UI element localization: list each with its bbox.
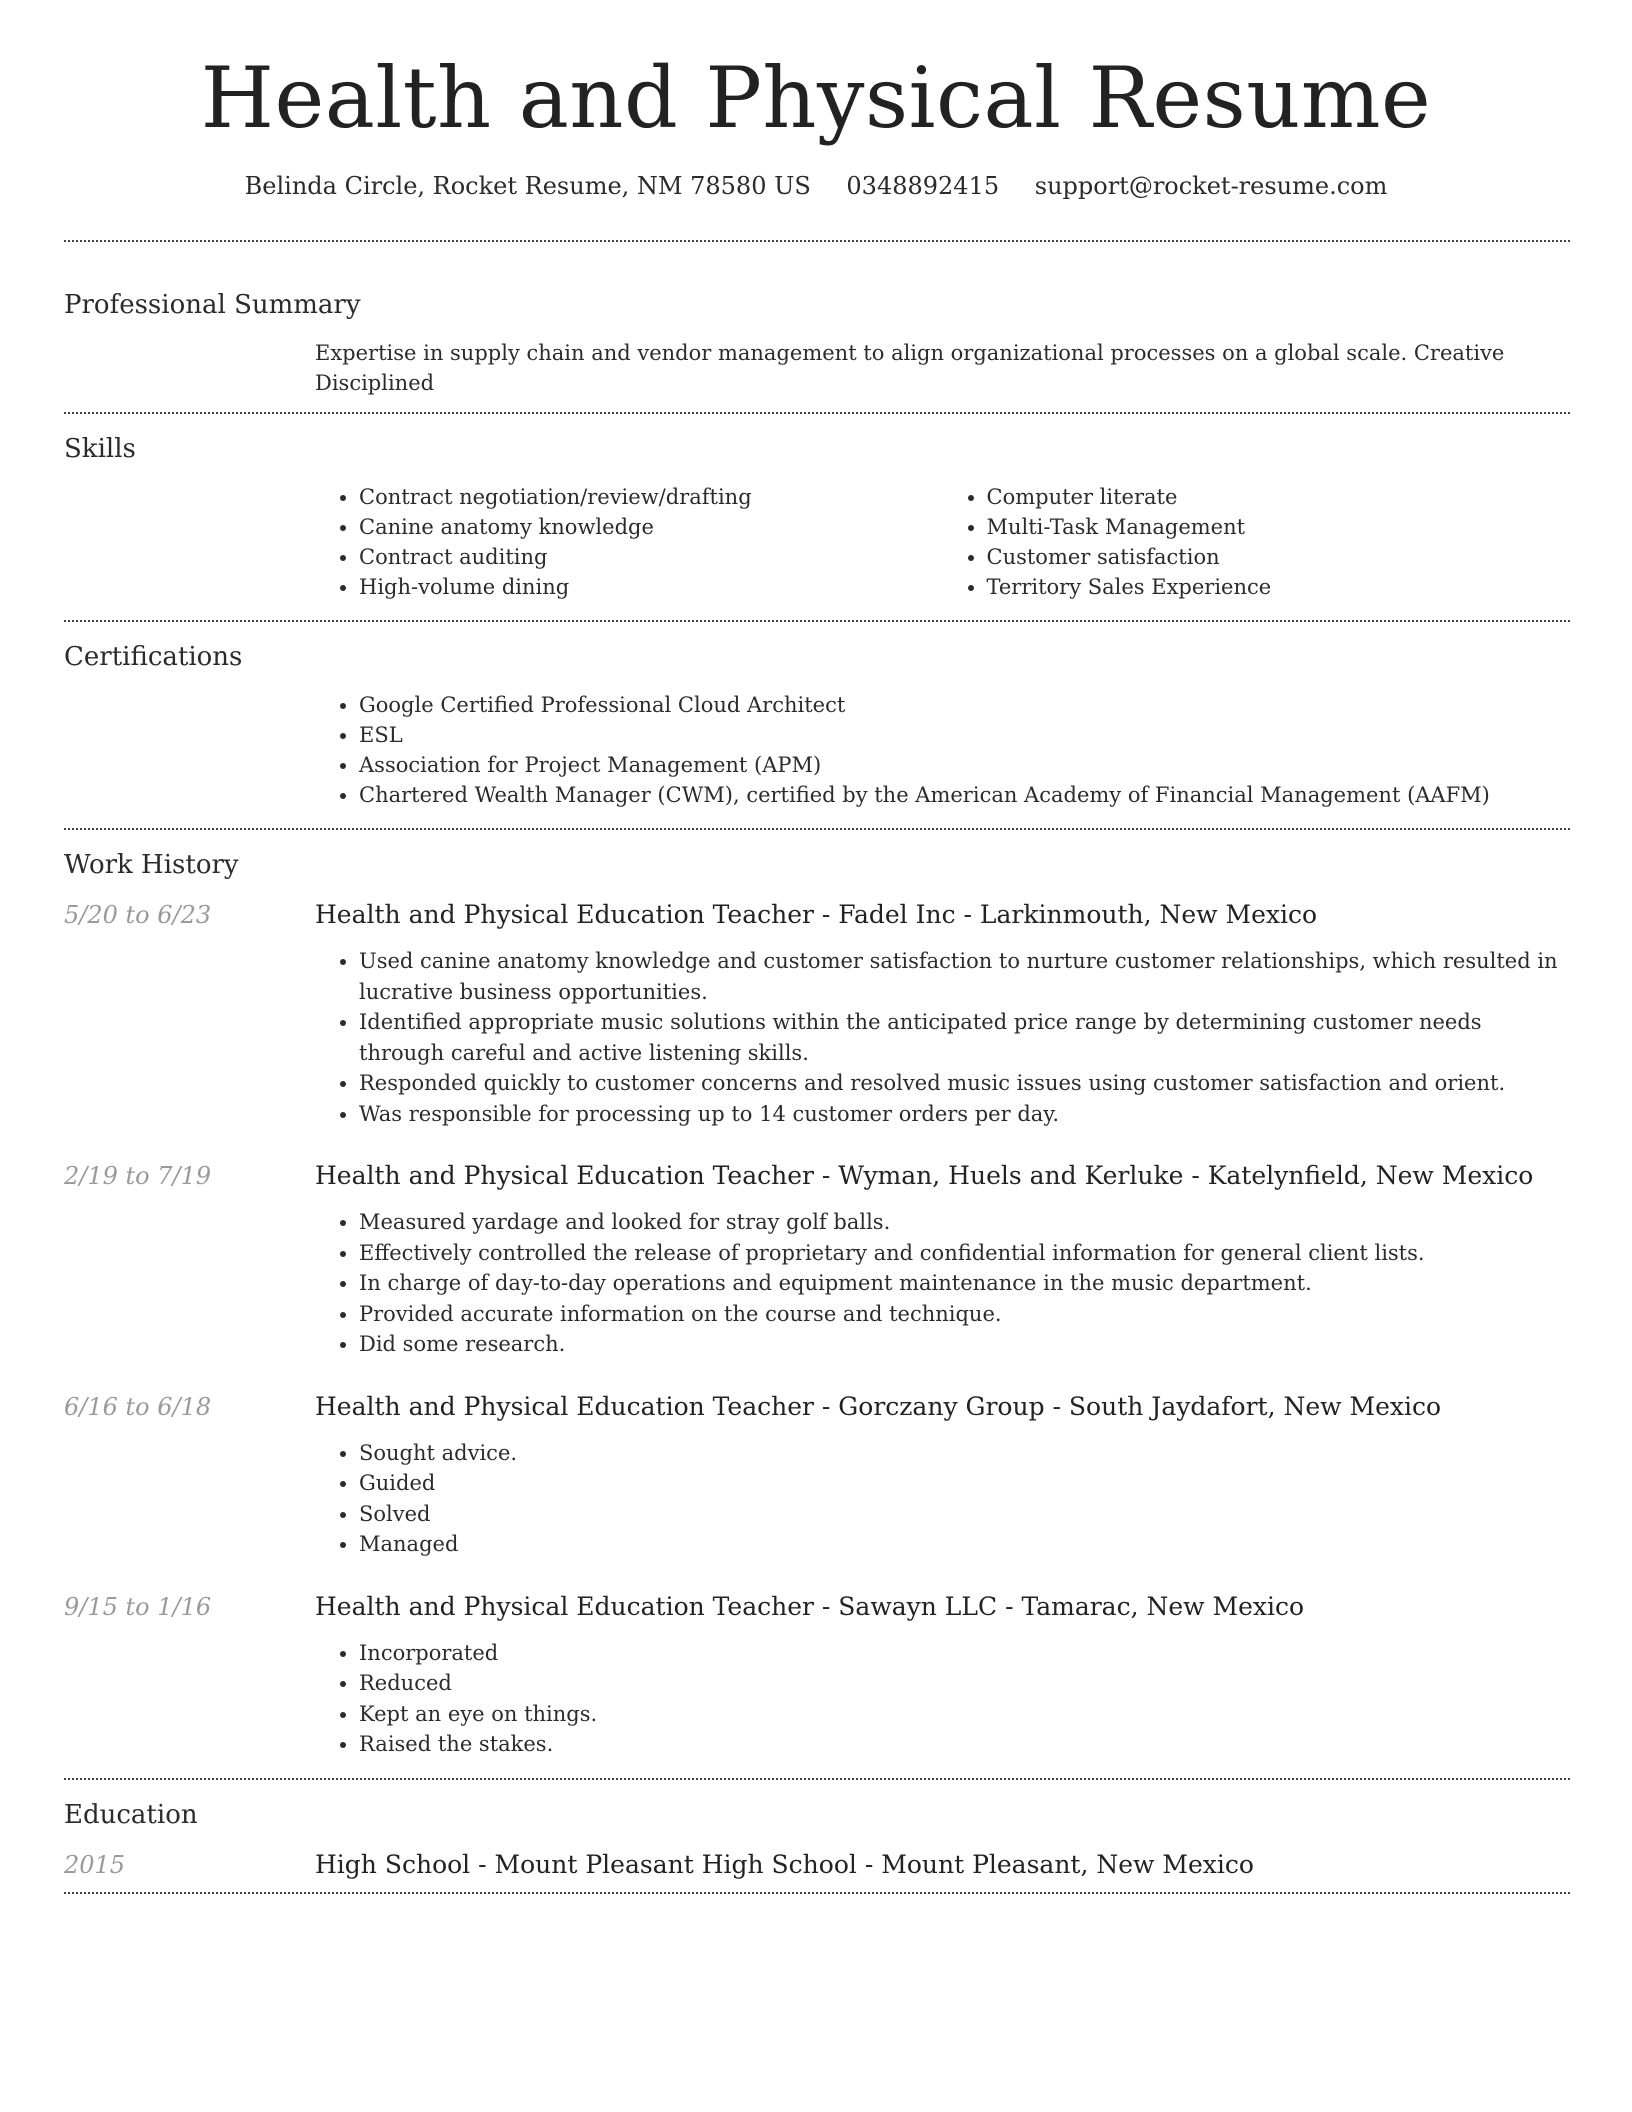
section-divider [64,1892,1570,1894]
page-title: Health and Physical Resume [200,49,1432,147]
summary-section [64,242,1570,412]
work-bullet: • Was responsible for processing up to 14 customer orders per day. [359,1099,1570,1130]
work-entry [64,1590,1570,1760]
work-bullet: • Sought advice. [359,1438,1570,1469]
work-bullet: • In charge of day-to-day operations and equipment maintenance in the music department. [359,1268,1570,1299]
education-detail [315,1848,1570,1882]
resume-content [64,240,1570,1894]
contact-line [0,172,1632,200]
section-title-summary: Professional Summary [64,290,361,320]
certifications-section [64,622,1570,828]
work-detail [315,1590,1570,1760]
work-bullet: • Provided accurate information on the course and technique. [359,1299,1570,1330]
work-bullet: • Kept an eye on things. [359,1699,1570,1730]
work-history-section [64,830,1570,1760]
work-entry [64,1159,1570,1360]
work-role: Health and Physical Education Teacher - Wyman, Huels and Kerluke - Katelynfield, New Mexico [315,1161,1534,1190]
education-section [64,1780,1570,1892]
work-bullet: • Raised the stakes. [359,1729,1570,1760]
certifications-body [315,690,1570,810]
section-title-education: Education [64,1799,198,1830]
work-bullets [315,1438,1570,1560]
skill-item: • Customer satisfaction [987,542,1571,572]
work-bullet: • Did some research. [359,1329,1570,1360]
certification-item: • Google Certified Professional Cloud Architect [359,690,1570,720]
skill-item: • Contract negotiation/review/drafting [359,482,943,512]
skills-section [64,414,1570,620]
work-bullet: • Solved [359,1499,1570,1530]
work-bullets [315,1207,1570,1360]
certifications-list [315,690,1570,810]
work-detail [315,1390,1570,1560]
work-entry [64,898,1570,1129]
work-detail [315,898,1570,1129]
contact-phone: 0348892415 [846,172,1000,201]
work-date: 6/16 to 6/18 [64,1392,212,1421]
work-entry [64,1390,1570,1560]
skill-item: • High-volume dining [359,572,943,602]
work-bullet: • Responded quickly to customer concerns and resolved music issues using customer satisfaction and orient. [359,1068,1570,1099]
resume-header [0,0,1632,200]
summary-text: Expertise in supply chain and vendor management to align organizational processes on a global scale. Creative Disciplined [315,341,1505,395]
section-title-certifications: Certifications [64,642,243,672]
education-entry [64,1848,1570,1882]
skill-item: • Territory Sales Experience [987,572,1571,602]
skill-item: • Contract auditing [359,542,943,572]
work-role: Health and Physical Education Teacher - Gorczany Group - South Jaydafort, New Mexico [315,1391,1442,1421]
education-date: 2015 [64,1850,126,1879]
work-bullet: • Guided [359,1468,1570,1499]
work-bullet: • Effectively controlled the release of proprietary and confidential information for general client lists. [359,1238,1570,1269]
contact-email: support@rocket-resume.com [1034,172,1388,201]
work-role: Health and Physical Education Teacher - Sawayn LLC - Tamarac, New Mexico [315,1591,1305,1621]
skill-item: • Canine anatomy knowledge [359,512,943,542]
certification-item: • Association for Project Management (APM) [359,750,1570,780]
work-date: 9/15 to 1/16 [64,1592,212,1621]
work-bullets [315,1638,1570,1760]
work-date: 2/19 to 7/19 [64,1162,212,1190]
work-date: 5/20 to 6/23 [64,901,212,929]
skills-list-right [943,482,1571,602]
certification-item: • ESL [359,720,1570,750]
education-school: High School - Mount Pleasant High School - Mount Pleasant, New Mexico [315,1849,1254,1879]
work-bullet: • Identified appropriate music solutions within the anticipated price range by determining customer needs through careful and active listening skills. [359,1007,1570,1068]
skills-list-left [315,482,943,602]
contact-address: Belinda Circle, Rocket Resume, NM 78580 US [244,172,811,201]
work-detail [315,1159,1570,1360]
skills-columns [315,482,1570,602]
work-bullet: • Measured yardage and looked for stray golf balls. [359,1207,1570,1238]
section-title-skills: Skills [64,434,136,464]
work-bullet: • Reduced [359,1668,1570,1699]
work-role: Health and Physical Education Teacher - Fadel Inc - Larkinmouth, New Mexico [315,900,1318,929]
skill-item: • Multi-Task Management [987,512,1571,542]
skill-item: • Computer literate [987,482,1571,512]
certification-item: • Chartered Wealth Manager (CWM), certified by the American Academy of Financial Management (AAFM) [359,780,1570,810]
section-title-work: Work History [64,850,239,880]
work-bullet: • Incorporated [359,1638,1570,1669]
work-bullet: • Managed [359,1529,1570,1560]
work-bullets [315,946,1570,1129]
work-bullet: • Used canine anatomy knowledge and customer satisfaction to nurture customer relationships, which resulted in lucrative business opportunities. [359,946,1570,1007]
